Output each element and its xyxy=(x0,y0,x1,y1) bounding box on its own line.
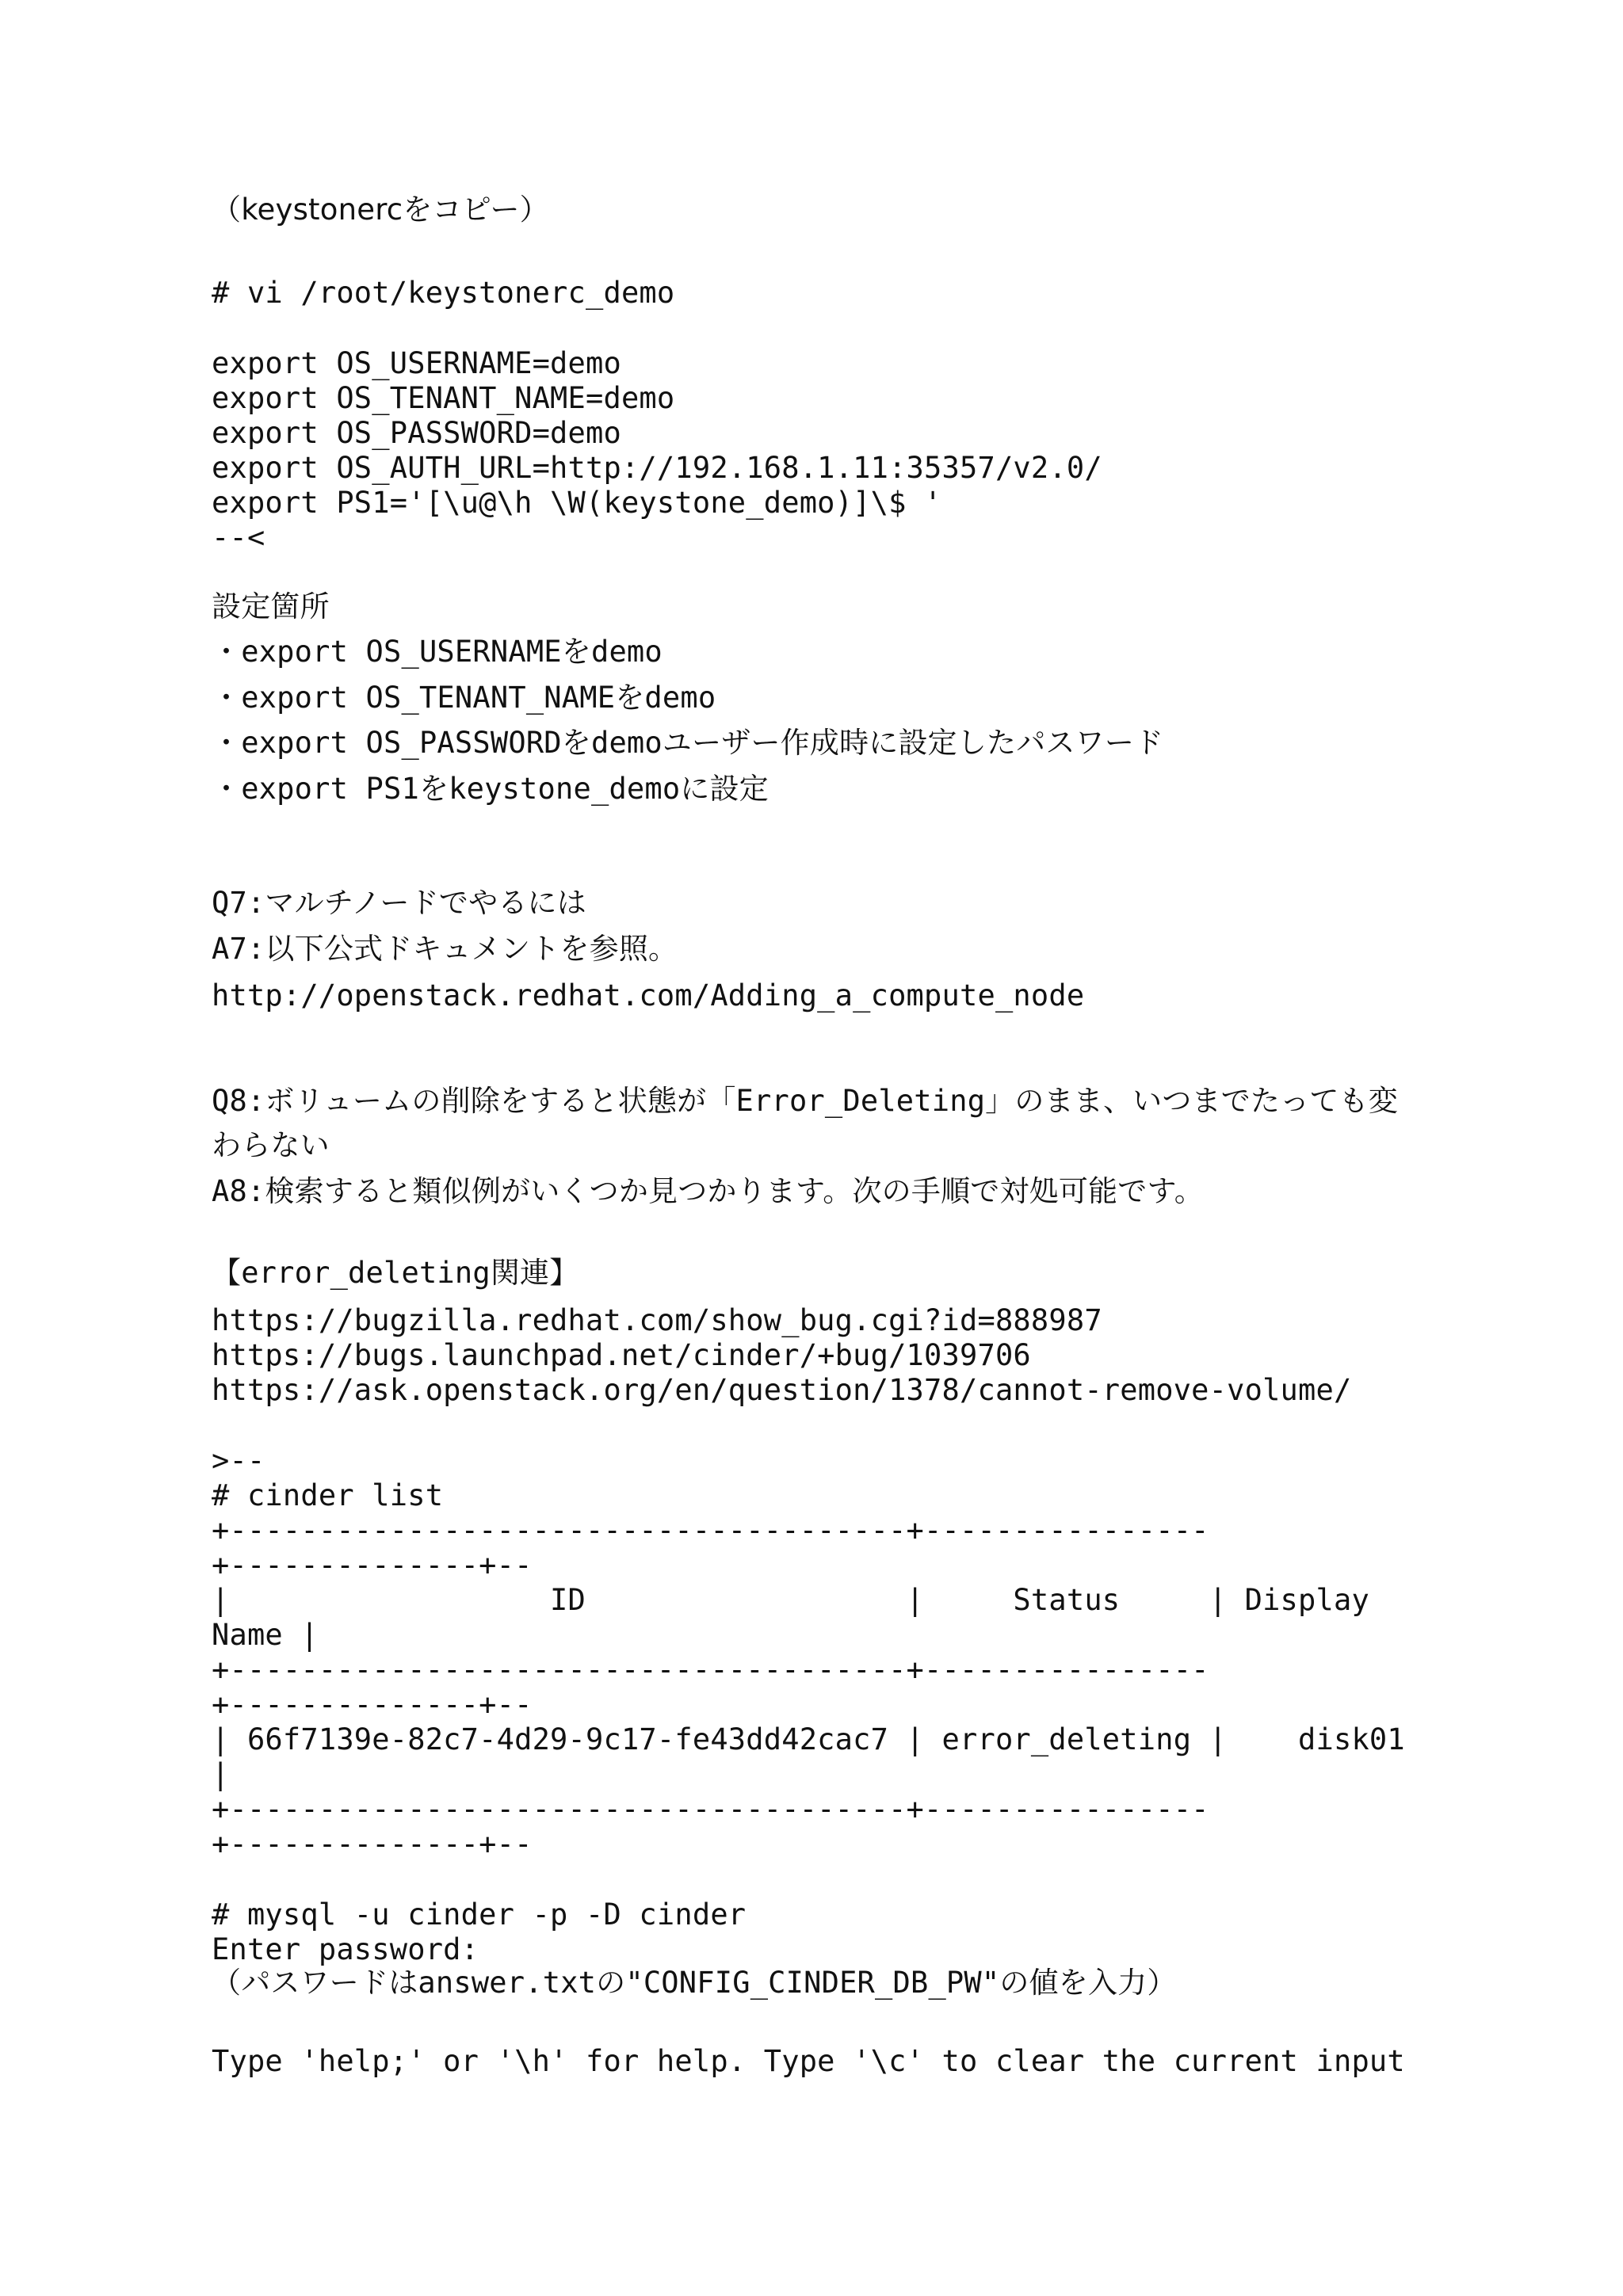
related-link: https://bugs.launchpad.net/cinder/+bug/1039706 xyxy=(212,1338,1031,1372)
q8-question-cont: わらない xyxy=(212,1128,330,1162)
code-line: export OS_USERNAME=demo xyxy=(212,346,621,380)
settings-item: ・export PS1をkeystone_demoに設定 xyxy=(212,772,769,806)
q7-link: http://openstack.redhat.com/Adding_a_compute_node xyxy=(212,978,1085,1013)
q8-answer: A8:検索すると類似例がいくつか見つかります。次の手順で対処可能です。 xyxy=(212,1174,1204,1208)
related-link: https://bugzilla.redhat.com/show_bug.cgi?id=888987 xyxy=(212,1303,1102,1337)
related-heading: 【error_deleting関連】 xyxy=(212,1256,579,1290)
table-border: +--------------------------------------+---------------- xyxy=(212,1513,1209,1547)
password-note: （パスワードはanswer.txtの"CONFIG_CINDER_DB_PW"の値を入力） xyxy=(212,1966,1177,2000)
terminal-line: # cinder list xyxy=(212,1478,444,1512)
code-line: export OS_TENANT_NAME=demo xyxy=(212,381,675,415)
table-border: +--------------------------------------+---------------- xyxy=(212,1653,1209,1687)
q7-question: Q7:マルチノードでやるには xyxy=(212,886,586,920)
settings-item: ・export OS_PASSWORDをdemoユーザー作成時に設定したパスワード xyxy=(212,726,1164,760)
table-header: Name | xyxy=(212,1618,319,1652)
code-line: export OS_AUTH_URL=http://192.168.1.11:35357/v2.0/ xyxy=(212,451,1102,485)
table-row: | xyxy=(212,1757,230,1791)
code-line: export PS1='[\u@\h \W(keystone_demo)]\$ ' xyxy=(212,486,942,520)
settings-item: ・export OS_USERNAMEをdemo xyxy=(212,635,663,669)
code-line: export OS_PASSWORD=demo xyxy=(212,416,621,450)
terminal-line: >-- xyxy=(212,1444,265,1478)
table-border: +--------------------------------------+---------------- xyxy=(212,1792,1209,1826)
q7-answer: A7:以下公式ドキュメントを参照。 xyxy=(212,932,678,966)
settings-item: ・export OS_TENANT_NAMEをdemo xyxy=(212,681,716,715)
copy-note: （keystonercをコピー） xyxy=(212,193,549,227)
related-link: https://ask.openstack.org/en/question/1378/cannot-remove-volume/ xyxy=(212,1373,1352,1407)
table-row: | 66f7139e-82c7-4d29-9c17-fe43dd42cac7 | error_deleting | disk01 xyxy=(212,1722,1405,1756)
code-line: --< xyxy=(212,521,265,555)
table-header: | ID | Status | Display xyxy=(212,1583,1369,1617)
help-line: Type 'help;' or '\h' for help. Type '\c' to clear the current input xyxy=(212,2044,1405,2078)
table-border: +--------------+-- xyxy=(212,1548,533,1582)
table-border: +--------------+-- xyxy=(212,1827,533,1861)
q8-question: Q8:ボリュームの削除をすると状態が「Error_Deleting」のまま、いつまでたっても変 xyxy=(212,1084,1398,1118)
vi-command: # vi /root/keystonerc_demo xyxy=(212,276,675,310)
table-border: +--------------+-- xyxy=(212,1688,533,1722)
password-prompt: Enter password: xyxy=(212,1932,479,1966)
settings-heading: 設定箇所 xyxy=(212,589,330,624)
mysql-command: # mysql -u cinder -p -D cinder xyxy=(212,1897,747,1932)
